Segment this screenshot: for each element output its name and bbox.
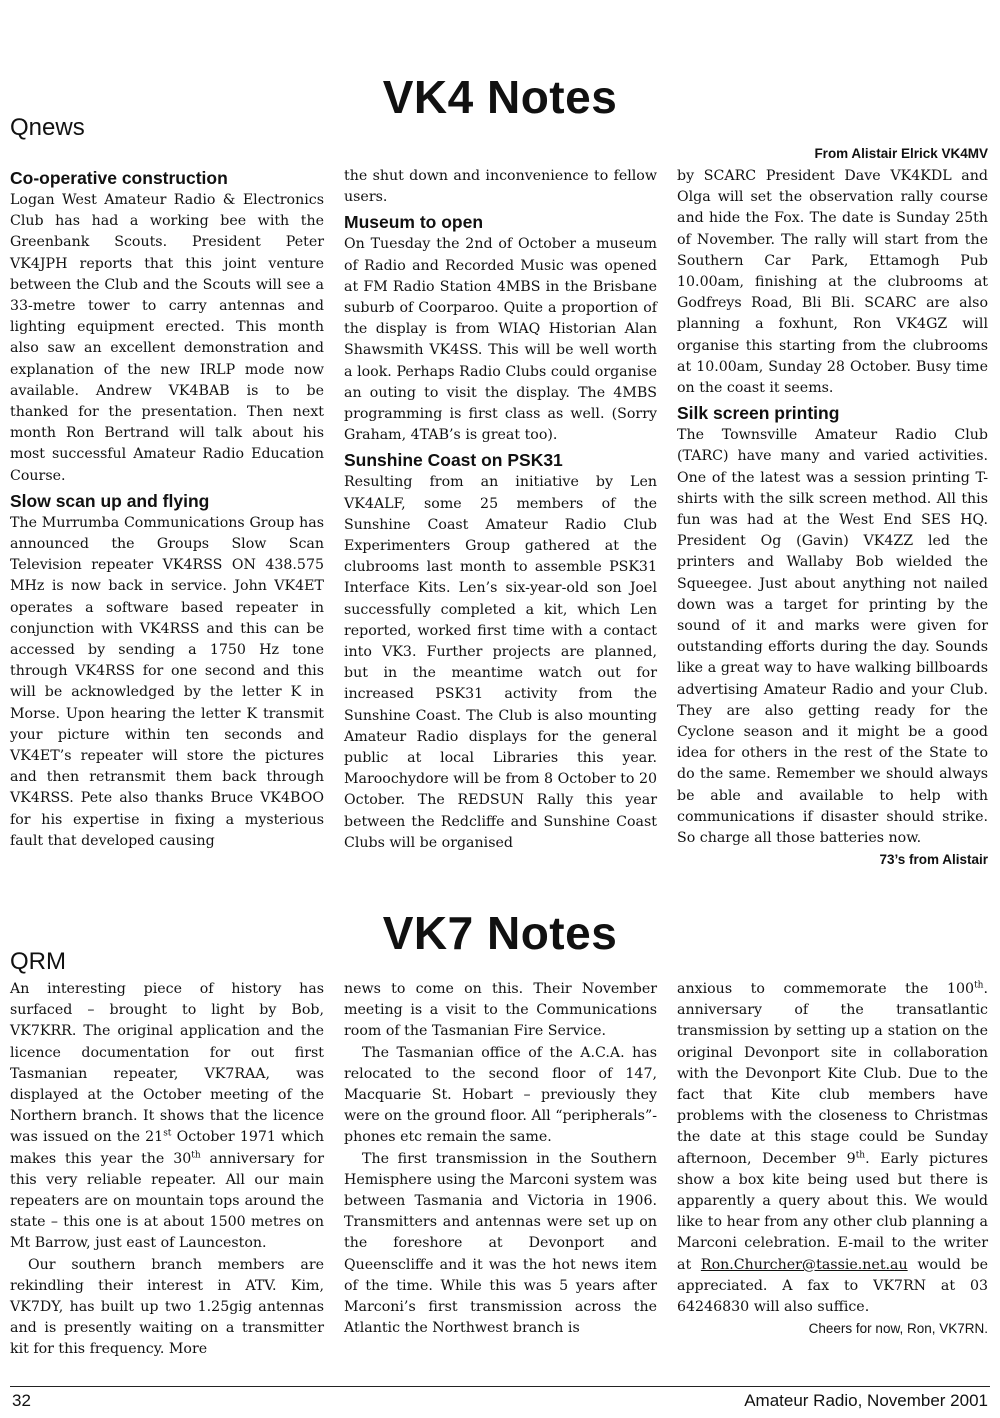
article-body: anxious to commemorate the 100th. anniversary of the transatlantic transmission by setting up a station on the original Devonport site in collaboration with the Devonport Kite Club. Due to the fact that Kite club members have problems with the closeness to Christmas the date at this stage could be Sunday afternoon, December 9th. Early pictures show a box kite being used but there is apparently a query about this. We would like to hear from any other club planning a Marconi celebration. E-mail to the writer at Ron.Churcher@tassie.net.au would be appreciated. A fax to VK7RN at 03 64246830 will also suffice.: [677, 980, 988, 1316]
article-heading-sunshine-coast-psk31: Sunshine Coast on PSK31: [344, 450, 563, 471]
vk4-column-2: [344, 166, 657, 854]
article-body: by SCARC President Dave VK4KDL and Olga will set the observation rally course and hide the Fox. The date is Sunday 25th of November. The rally will start from the Southern Car Park, Ettamogh Pub 10.00am, finishing at the clubrooms at Godfreys Road, Bli Bli. SCARC are also planning a foxhunt, Ron VK4GZ will organise this starting from the clubrooms at 10.00am, Sunday 28 October. Busy time on the coast it seems.: [677, 168, 988, 397]
vk4-column-1: [10, 166, 324, 852]
article-body: the shut down and inconvenience to fellow users.: [344, 168, 657, 206]
vk4-column-3: [677, 166, 988, 871]
publication-title: Amateur Radio, November 2001: [744, 1391, 988, 1410]
qnews-heading: Qnews: [10, 114, 85, 141]
article-body: The Townsville Amateur Radio Club (TARC) have many and varied activities. One of the latest was a session printing T-shirts with the silk screen method. All this fun was had at the West End SES HQ. President Og (Gavin) VK4ZZ led the printers and Wallaby Bob wielded the Squeegee. Just about anything not nailed down was a target for printing by the sound of it and marks were given for outstanding efforts during the day. Sounds like a great way to have walking billboards advertising Amateur Radio and your Club. They are also getting ready for the Cyclone season and it might be a good idea for others in the rest of the State to do the same. Remember we should always be able and available to help with communications if disaster should strike. So charge all those batteries now.: [677, 427, 988, 847]
article-heading-slow-scan: Slow scan up and flying: [10, 490, 210, 511]
vk7-column-2: [344, 979, 657, 1339]
vk7-signoff: Cheers for now, Ron, VK7RN.: [808, 1321, 988, 1337]
article-body: The first transmission in the Southern Hemisphere using the Marconi system was between Tasmania and Victoria in 1906. Transmitters and antennas were set up on the foreshore at Devonport and Queenscliffe and it was the hot news item of the time. While this was 5 years after Marconi’s first transmission across the Atlantic the Northwest branch is: [344, 1150, 657, 1337]
article-body: Our southern branch members are rekindling their interest in ATV. Kim, VK7DY, has built up two 1.25gig antennas and is presently waiting on a transmitter kit for this frequency. More: [10, 1256, 324, 1358]
article-heading-co-operative-construction: Co-operative construction: [10, 168, 228, 188]
article-body: Resulting from an initiative by Len VK4ALF, some 25 members of the Sunshine Coast Amateur Radio Club Experimenters Group gathered at the clubrooms last month to assemble PSK31 Interface Kits. Len’s six-year-old son Joel successfully completed a kit, which Len reported, worked first time with a contact into VK3. Further projects are planned, but in the meantime watch out for increased PSK31 activity from the Sunshine Coast. The Club is also mounting Amateur Radio displays for the general public at local Libraries this year. Maroochydore will be from 8 October to 20 October. The REDSUN Rally this year between the Redcliffe and Sunshine Coast Clubs will be organised: [344, 474, 657, 851]
vk4-title: VK4 Notes: [382, 71, 618, 123]
article-body: An interesting piece of history has surfaced – brought to light by Bob, VK7KRR. The original application and the licence documentation for out first Tasmanian repeater, VK7RAA, was displayed at the October meeting of the Northern branch. It shows that the licence was issued on the 21st October 1971 which makes this year the 30th anniversary for this very reliable repeater. All our main repeaters are on mountain tops around the state – this one is at about 1500 metres on Mt Barrow, just east of Launceston.: [10, 981, 324, 1252]
article-heading-museum-to-open: Museum to open: [344, 212, 484, 233]
qrm-heading: QRM: [10, 948, 66, 975]
vk4-signoff: 73’s from Alistair: [879, 852, 988, 868]
vk4-byline: From Alistair Elrick VK4MV: [814, 146, 988, 161]
vk7-column-1: [10, 979, 324, 1361]
article-body: The Tasmanian office of the A.C.A. has relocated to the second floor of 147, Macquarie St. Hobart – previously they were on the ground floor. All “peripherals”- phones etc remain the same.: [344, 1044, 657, 1146]
article-body: On Tuesday the 2nd of October a museum of Radio and Recorded Music was opened at FM Radio Station 4MBS in the Brisbane suburb of Coorparoo. Quite a proportion of the display is from WIAQ Historian Alan Shawsmith VK4SS. This will be well worth a look. Perhaps Radio Clubs could organise an outing to visit the display. The 4MBS programming is first class as well. (Sorry Graham, 4TAB’s is great too).: [344, 236, 657, 444]
footer-rule: [10, 1386, 990, 1387]
article-heading-silk-screen: Silk screen printing: [677, 403, 840, 424]
vk7-column-3: [677, 979, 988, 1339]
article-body: news to come on this. Their November meeting is a visit to the Communications room of the Tasmanian Fire Service.: [344, 981, 657, 1040]
vk7-title: VK7 Notes: [382, 907, 618, 959]
article-body: The Murrumba Communications Group has announced the Groups Slow Scan Television repeater VK4RSS ON 438.575 MHz is now back in service. John VK4ET operates a software based repeater in conjunction with VK4RSS and this can be accessed by sending a 1750 Hz tone through VK4RSS for one second and this will be acknowledged by the letter K in Morse. Upon hearing the letter K transmit your picture within ten seconds and VK4ET’s repeater will store the pictures and then retransmit them back through VK4RSS. Pete also thanks Bruce VK4BOO for his expertise in fixing a mysterious fault that developed causing: [10, 514, 324, 849]
email-link[interactable]: Ron.Churcher@tassie.net.au: [700, 1256, 908, 1273]
page-number: 32: [12, 1391, 31, 1410]
article-body: Logan West Amateur Radio & Electronics Club has had a working bee with the Greenbank Scouts. President Peter VK4JPH reports that this joint venture between the Club and the Scouts will see a 33-metre tower to carry antennas and lighting equipment erected. This month also saw an excellent demonstration and explanation of the new IRLP mode now available. Andrew VK4BAB is to be thanked for the presentation. Then next month Ron Bertrand will talk about his most successful Amateur Radio Education Course.: [10, 192, 324, 484]
